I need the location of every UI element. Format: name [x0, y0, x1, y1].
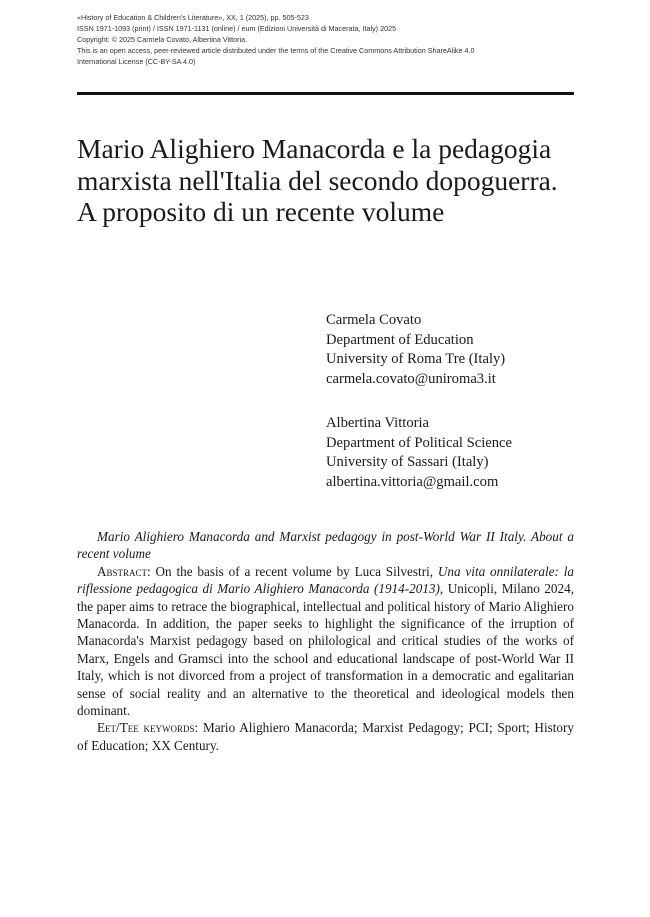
keywords-label: Eet/Tee keywords: — [97, 720, 199, 736]
keywords-text: Mario Alighiero Manacorda; Marxist Pedagogy; PCI; Sport; History of Education; XX Century. — [77, 720, 574, 753]
keywords-paragraph — [77, 719, 574, 754]
abstract-paragraph — [77, 563, 574, 720]
author-department: Department of Education — [326, 331, 474, 348]
author-name: Albertina Vittoria — [326, 415, 430, 431]
header-license-line: This is an open access, peer-reviewed article distributed under the terms of the Creative Commons Attribution ShareAlike 4.0 — [77, 46, 475, 56]
book-title: Una vita onnilaterale: la riflessione pedagogica di Mario Alighiero Manacorda (1914-2013) — [77, 563, 574, 597]
abstract-section — [77, 528, 574, 754]
header-citation-line: «History of Education & Children's Literature», XX, 1 (2025), pp. 505-523 — [77, 13, 309, 22]
author-department: Department of Political Science — [326, 434, 513, 451]
author-block-1 — [326, 311, 586, 389]
abstract-label: Abstract: — [97, 563, 151, 579]
journal-header — [77, 12, 574, 67]
article-title: Mario Alighiero Manacorda e la pedagogia marxista nell'Italia del secondo dopoguerra. A proposito di un recente volume — [77, 133, 558, 227]
author-university: University of Roma Tre (Italy) — [326, 351, 506, 367]
abstract-text-body: , Unicopli, Milano 2024, the paper aims to retrace the biographical, intellectual and political history of Mario Alighiero Manacorda. In addition, the paper seeks to highlight the significance of the irruption of Manacorda's Marxist pedagogy based on philological and critical studies of the works of Marx, Engels and Gramsci into the school and educational landscape of post-World War II Italy, which is not divorced from a project of transformation in a democratic and egalitarian sense of social reality and an alternative to the theoretical and ideological models then dominant. — [77, 581, 574, 719]
author-email[interactable]: albertina.vittoria@gmail.com — [326, 473, 499, 490]
english-title: Mario Alighiero Manacorda and Marxist pedagogy in post-World War II Italy. About a recent volume — [77, 529, 574, 562]
abstract-text-intro: On the basis of a recent volume by Luca Silvestri, — [150, 563, 438, 579]
header-copyright-line: Copyright: © 2025 Carmela Covato, Albertina Vittoria. — [77, 35, 248, 45]
author-block-2 — [326, 414, 586, 492]
author-email[interactable]: carmela.covato@uniroma3.it — [326, 370, 496, 387]
header-rule — [77, 92, 574, 95]
header-issn-line: ISSN 1971-1093 (print) / ISSN 1971-1131 (online) / eum (Edizioni Università di Macerata, Italy) 2025 — [77, 24, 397, 34]
header-license-line-2: International License (CC-BY-SA 4.0) — [77, 57, 196, 67]
author-university: University of Sassari (Italy) — [326, 454, 489, 470]
author-name: Carmela Covato — [326, 312, 422, 328]
